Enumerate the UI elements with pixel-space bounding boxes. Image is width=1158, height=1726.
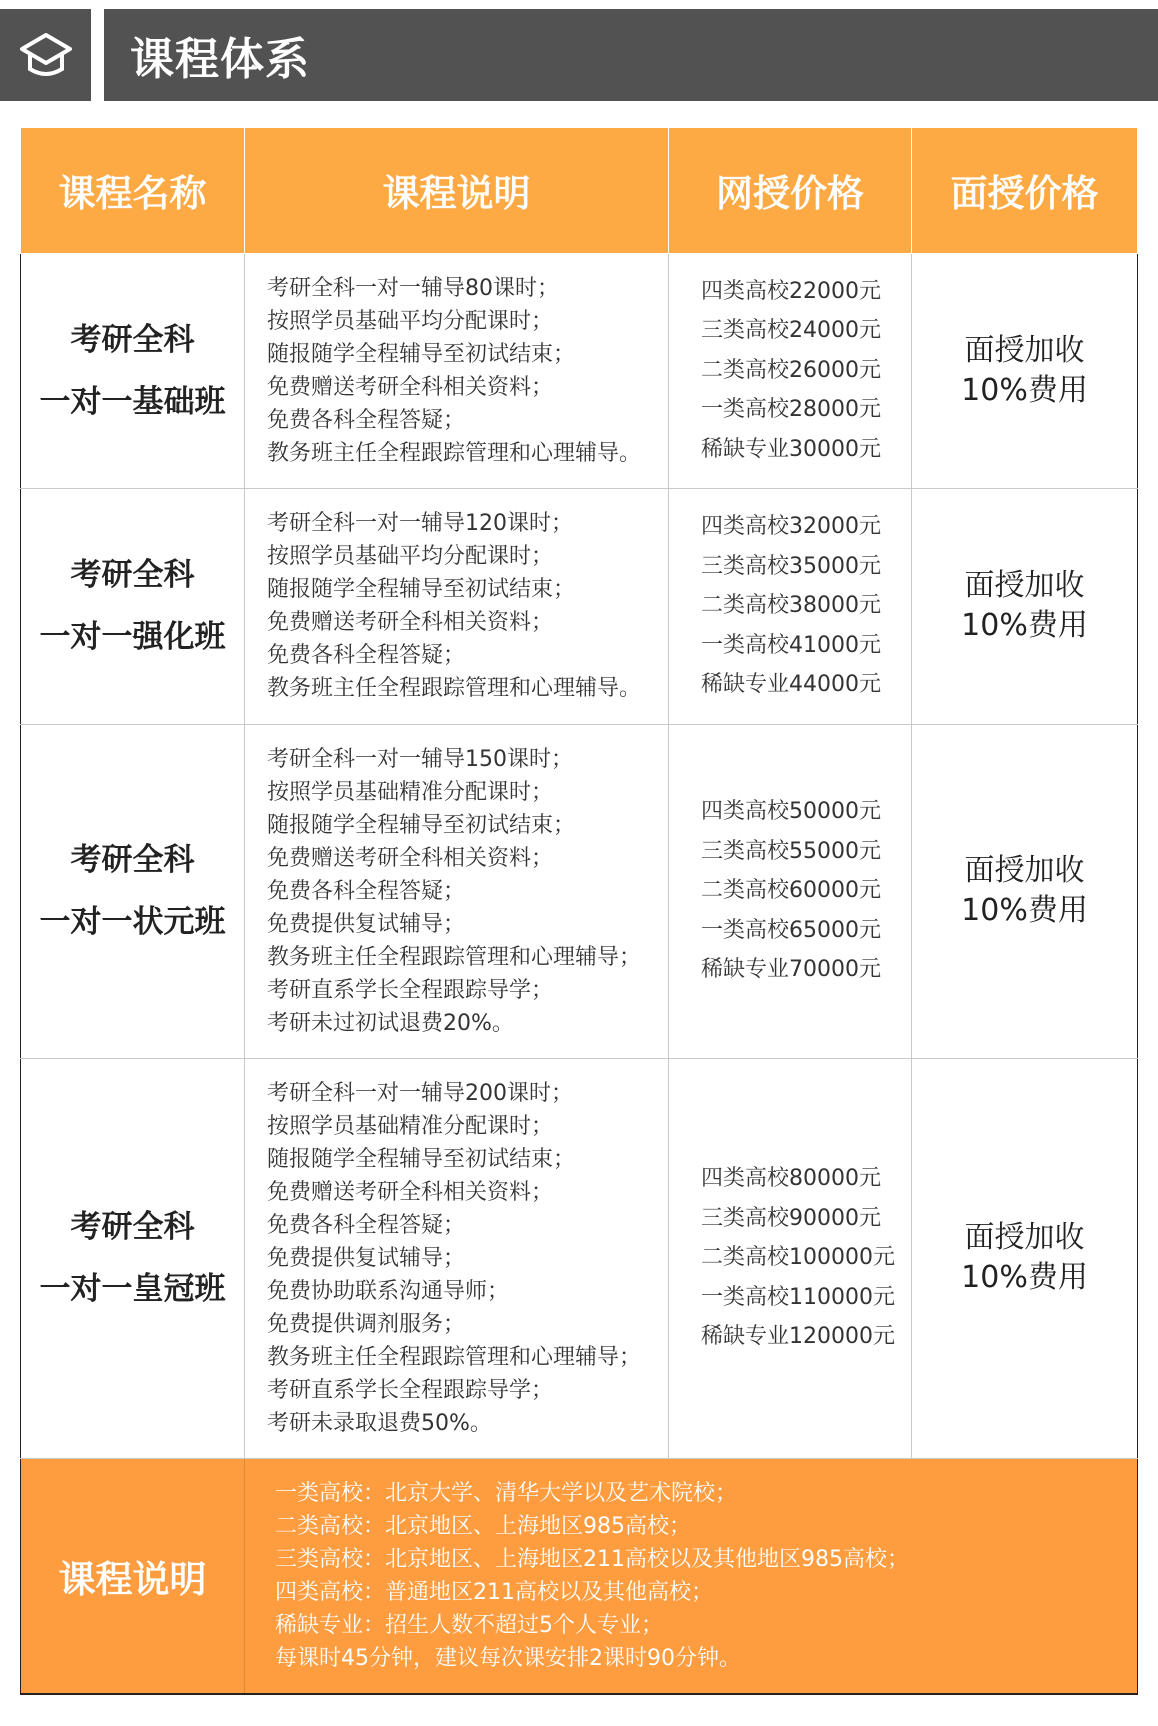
text-line: 考研全科一对一辅导150课时； <box>267 746 573 772</box>
text-line: 10%费用 <box>961 372 1088 408</box>
text-line: 10%费用 <box>961 1260 1088 1295</box>
text-line: 按照学员基础精准分配课时； <box>267 1113 554 1139</box>
text-line: 一类高校65000元 <box>701 917 881 943</box>
text-line: 免费赠送考研全科相关资料； <box>267 1179 554 1205</box>
text-line: 一对一强化班 <box>39 619 226 655</box>
text-line: 四类高校50000元 <box>701 799 881 825</box>
text-line: 一类高校110000元 <box>701 1284 895 1310</box>
course-description <box>245 253 669 488</box>
course-description <box>245 488 669 724</box>
text-line: 随报随学全程辅导至初试结束； <box>267 812 576 838</box>
text-line: 考研全科一对一辅导200课时； <box>267 1080 573 1106</box>
table-row <box>21 253 1138 488</box>
course-name <box>21 488 245 724</box>
text-line: 三类高校90000元 <box>701 1205 881 1231</box>
text-line: 稀缺专业70000元 <box>701 957 881 983</box>
notes-row <box>21 1458 1138 1694</box>
column-header: 面授价格 <box>912 128 1138 253</box>
online-prices <box>669 724 912 1058</box>
text-line: 免费提供复试辅导； <box>267 911 466 937</box>
text-line: 四类高校22000元 <box>701 278 881 304</box>
text-line: 考研全科 <box>70 557 195 593</box>
text-line: 二类高校60000元 <box>701 878 881 904</box>
text-line: 免费各科全程答疑； <box>267 407 466 433</box>
text-line: 一对一基础班 <box>39 383 226 420</box>
text-line: 一对一皇冠班 <box>39 1271 226 1307</box>
onsite-price <box>912 253 1138 488</box>
text-line: 稀缺专业120000元 <box>701 1324 895 1350</box>
text-line: 随报随学全程辅导至初试结束； <box>267 1146 576 1172</box>
text-line: 考研直系学长全程跟踪导学； <box>267 1377 554 1403</box>
text-line: 免费赠送考研全科相关资料； <box>267 610 554 635</box>
course-name <box>21 724 245 1058</box>
text-line: 考研全科一对一辅导120课时； <box>267 511 573 536</box>
text-line: 免费提供调剂服务； <box>267 1311 466 1337</box>
text-line: 免费提供复试辅导； <box>267 1245 466 1271</box>
text-line: 二类高校26000元 <box>701 357 881 383</box>
text-line: 免费协助联系沟通导师； <box>267 1278 510 1304</box>
text-line: 面授加收 <box>964 853 1085 888</box>
text-line: 随报随学全程辅导至初试结束； <box>267 577 576 602</box>
course-description <box>245 1058 669 1458</box>
text-line: 免费各科全程答疑； <box>267 643 466 668</box>
text-line: 免费各科全程答疑； <box>267 1212 466 1238</box>
column-header: 课程说明 <box>245 128 669 253</box>
text-line: 面授加收 <box>964 332 1085 368</box>
table-row <box>21 724 1138 1058</box>
text-line: 三类高校55000元 <box>701 838 881 864</box>
online-prices <box>669 488 912 724</box>
text-line: 三类高校35000元 <box>701 553 881 579</box>
table-row <box>21 488 1138 724</box>
text-line: 稀缺专业30000元 <box>701 436 881 462</box>
column-header: 网授价格 <box>669 128 912 253</box>
text-line: 考研全科一对一辅导80课时； <box>267 275 559 301</box>
text-line: 教务班主任全程跟踪管理和心理辅导。 <box>267 676 642 701</box>
graduation-cap-icon <box>18 27 74 83</box>
text-line: 考研未录取退费50%。 <box>267 1410 492 1436</box>
text-line: 二类高校100000元 <box>701 1245 895 1271</box>
text-line: 按照学员基础平均分配课时； <box>267 308 554 334</box>
course-description <box>245 724 669 1058</box>
course-name <box>21 253 245 488</box>
text-line: 一类高校28000元 <box>701 397 881 423</box>
table-row <box>21 1058 1138 1458</box>
online-prices <box>669 253 912 488</box>
text-line: 免费赠送考研全科相关资料； <box>267 374 554 400</box>
text-line: 考研全科 <box>70 1209 195 1245</box>
notes-label: 课程说明 <box>21 1458 245 1694</box>
text-line: 教务班主任全程跟踪管理和心理辅导。 <box>267 440 642 466</box>
text-line: 一类高校：北京大学、清华大学以及艺术院校； <box>275 1480 738 1506</box>
header-icon-box <box>0 9 91 101</box>
onsite-price <box>912 488 1138 724</box>
text-line: 三类高校：北京地区、上海地区211高校以及其他地区985高校； <box>275 1546 909 1572</box>
text-line: 四类高校：普通地区211高校以及其他高校； <box>275 1579 713 1605</box>
text-line: 四类高校32000元 <box>701 514 881 540</box>
text-line: 四类高校80000元 <box>701 1166 881 1192</box>
text-line: 一类高校41000元 <box>701 632 881 658</box>
text-line: 三类高校24000元 <box>701 318 881 344</box>
text-line: 按照学员基础精准分配课时； <box>267 779 554 805</box>
text-line: 面授加收 <box>964 568 1085 603</box>
online-prices <box>669 1058 912 1458</box>
notes-text <box>245 1458 1138 1694</box>
course-table <box>20 128 1138 1695</box>
course-name <box>21 1058 245 1458</box>
text-line: 考研全科 <box>70 321 195 358</box>
text-line: 10%费用 <box>961 608 1088 643</box>
text-line: 教务班主任全程跟踪管理和心理辅导； <box>267 944 642 970</box>
section-title: 课程体系 <box>130 34 310 85</box>
text-line: 一对一状元班 <box>39 904 226 940</box>
onsite-price <box>912 724 1138 1058</box>
text-line: 每课时45分钟，建议每次课安排2课时90分钟。 <box>275 1645 741 1671</box>
section-header <box>104 9 1158 101</box>
text-line: 免费赠送考研全科相关资料； <box>267 845 554 871</box>
text-line: 考研直系学长全程跟踪导学； <box>267 977 554 1003</box>
text-line: 二类高校：北京地区、上海地区985高校； <box>275 1513 691 1539</box>
text-line: 10%费用 <box>961 893 1088 928</box>
text-line: 教务班主任全程跟踪管理和心理辅导； <box>267 1344 642 1370</box>
text-line: 考研全科 <box>70 842 195 878</box>
text-line: 随报随学全程辅导至初试结束； <box>267 341 576 367</box>
text-line: 按照学员基础平均分配课时； <box>267 544 554 569</box>
text-line: 面授加收 <box>964 1220 1085 1255</box>
text-line: 考研未过初试退费20%。 <box>267 1010 514 1036</box>
text-line: 稀缺专业44000元 <box>701 672 881 698</box>
text-line: 稀缺专业：招生人数不超过5个人专业； <box>275 1612 663 1638</box>
text-line: 二类高校38000元 <box>701 593 881 619</box>
onsite-price <box>912 1058 1138 1458</box>
column-header: 课程名称 <box>21 128 245 253</box>
text-line: 免费各科全程答疑； <box>267 878 466 904</box>
